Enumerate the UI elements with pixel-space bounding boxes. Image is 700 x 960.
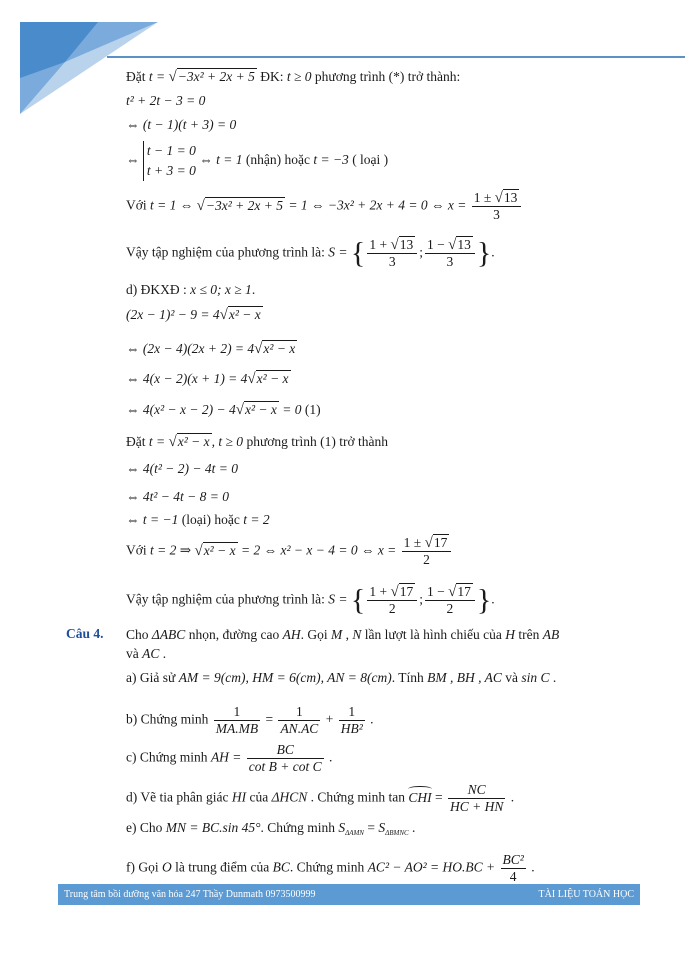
math: AC² − AO² = HO.BC + <box>367 859 499 875</box>
text: b) Chứng minh <box>126 711 212 727</box>
text: = <box>262 711 277 727</box>
text: f) Gọi <box>126 859 162 875</box>
denominator: 3 <box>388 254 396 269</box>
text: e) Cho <box>126 820 166 835</box>
footer-left-text: Trung tâm bồi dưỡng văn hóa 247 Thầy Dunmath 0973500999 <box>64 889 316 900</box>
radicand: 17 <box>433 535 448 550</box>
sqrt-expression: √x² − x <box>168 434 210 450</box>
part-d-solution-set <box>126 584 495 617</box>
q4-part-f <box>126 852 535 885</box>
text: d) ĐKXĐ : <box>126 282 191 297</box>
header-divider <box>107 56 685 58</box>
fraction: $\frac{1 + √13}{3}$ <box>367 237 417 270</box>
part-d-line-1 <box>126 281 255 299</box>
part-c-line-3: ⇔ (t − 1)(t + 3) = 0 <box>126 117 237 132</box>
math: S <box>338 820 346 835</box>
subscript: ΔBMNC <box>385 829 409 837</box>
text: . <box>549 670 557 685</box>
fraction: $\frac{1 + √17}{2}$ <box>367 584 417 617</box>
equiv-symbol: ⇔ <box>126 152 140 168</box>
part-c-line-1 <box>126 68 460 86</box>
q4-part-c <box>126 742 332 775</box>
text: 1 ± <box>473 190 495 205</box>
math: BC <box>272 859 290 875</box>
text: . Tính <box>391 670 428 685</box>
radicand: 17 <box>399 584 414 599</box>
text: . Chứng minh tan <box>307 789 409 805</box>
q4-part-e <box>126 819 415 842</box>
equiv-symbol: ⇔ <box>195 152 217 168</box>
text: lần lượt là hình chiếu của <box>361 627 506 642</box>
angle-math: CHI <box>408 789 432 805</box>
fraction <box>339 704 365 737</box>
math: ΔHCN <box>271 789 308 805</box>
text: . <box>366 711 374 727</box>
separator: ; <box>419 591 423 607</box>
text: 1 + <box>369 237 391 252</box>
math: ΔABC <box>151 627 186 642</box>
math: t = <box>148 434 169 449</box>
fraction: $\frac{1 \pm √17}{2}$ <box>402 535 452 568</box>
separator: ; <box>419 244 423 260</box>
radicand: −3x² + 2x + 5 <box>205 197 283 213</box>
sqrt-expression: √−3x² + 2x + 5 <box>168 69 255 85</box>
radicand: x² − x <box>177 434 210 449</box>
math: = 1 ⇔ −3x² + 2x + 4 = 0 ⇔ x = <box>285 197 470 213</box>
math: AM = 9(cm), HM = 6(cm), AN = 8(cm) <box>178 670 392 685</box>
math: ⇔ 4(x − 2)(x + 1) = 4 <box>126 371 248 386</box>
text: nhọn, đường cao <box>185 627 283 642</box>
left-brace: { <box>350 583 366 617</box>
text: Với <box>126 542 151 558</box>
sqrt-expression: √x² − x <box>247 371 289 387</box>
radicand: x² − x <box>244 402 277 417</box>
math: M <box>331 627 343 642</box>
text: . <box>251 282 256 297</box>
text: . <box>491 591 495 607</box>
math: AH = <box>210 749 245 765</box>
math: (2x − 1)² − 9 = 4 <box>126 307 220 322</box>
part-c-line-4 <box>126 141 388 181</box>
text: . <box>507 789 515 805</box>
radicand: 17 <box>457 584 471 599</box>
math: t = <box>148 69 169 84</box>
radicand: 13 <box>399 237 414 252</box>
text: . Gọi <box>300 627 332 642</box>
denominator: 2 <box>423 552 430 567</box>
denominator: HC + HN <box>449 799 504 814</box>
fraction <box>214 704 260 737</box>
text: phương trình (1) trở thành <box>243 434 389 449</box>
math: BM , BH , AC <box>427 670 502 685</box>
math: = 0 <box>278 402 302 417</box>
text: (nhận) hoặc <box>242 152 314 168</box>
radicand: x² − x <box>263 341 296 356</box>
q4-stem-line-1 <box>126 626 559 644</box>
text: . <box>408 820 416 835</box>
denominator: 2 <box>446 601 454 616</box>
fraction: $\frac{1 - √17}{2}$ <box>425 584 475 617</box>
text: d) Vẽ tia phân giác <box>126 789 232 805</box>
text: Vậy tập nghiệm của phương trình là: <box>126 591 329 607</box>
text: (loại) hoặc <box>178 512 244 527</box>
part-c-solution-set <box>126 237 495 270</box>
equation-system <box>143 141 196 181</box>
system-eq-1: t − 1 = 0 <box>146 143 196 158</box>
sqrt-expression: √x² − x <box>235 402 277 418</box>
denominator: 2 <box>388 601 396 616</box>
sqrt-expression: √x² − x <box>254 341 296 357</box>
fraction <box>247 742 324 775</box>
math: AC <box>142 646 160 661</box>
question-label: Câu 4. <box>66 626 104 641</box>
text: + <box>322 711 337 727</box>
numerator: NC <box>448 782 505 799</box>
text: a) Giả sử <box>126 670 179 685</box>
math: ⇔ (2x − 4)(2x + 2) = 4 <box>126 341 255 356</box>
denominator: 3 <box>446 254 454 269</box>
page-footer <box>58 884 640 905</box>
text: và <box>126 646 143 661</box>
text: Cho <box>126 627 152 642</box>
denominator: MA.MB <box>215 721 259 736</box>
denominator: HB² <box>340 721 363 736</box>
text: Đặt <box>126 434 149 449</box>
text: 1 − <box>426 237 449 252</box>
fraction <box>278 704 320 737</box>
part-d-line-4 <box>126 370 291 388</box>
text: 1 + <box>369 584 391 599</box>
radicand: x² − x <box>203 542 236 558</box>
math: S <box>378 820 386 835</box>
math: t = −3 <box>313 152 349 168</box>
numerator: BC <box>247 742 324 759</box>
text: . Chứng minh <box>289 859 368 875</box>
text: 1 − <box>426 584 449 599</box>
sqrt-expression: √x² − x <box>219 307 261 323</box>
text: của <box>246 789 272 805</box>
math: S = <box>328 244 351 260</box>
text: phương trình (*) trở thành: <box>311 69 461 84</box>
part-c-line-5 <box>126 190 523 223</box>
right-brace: } <box>476 583 492 617</box>
math: ⇔ t = −1 <box>126 512 179 527</box>
math: t = 1 <box>216 152 243 168</box>
fraction: $\frac{1 \pm √13}{3}$ <box>472 190 522 223</box>
q4-part-d <box>126 782 514 815</box>
math: O <box>162 859 172 875</box>
denominator: 4 <box>509 869 517 884</box>
math: t = 1 <box>150 197 177 213</box>
part-d-line-9 <box>126 511 270 529</box>
math: AH <box>282 627 301 642</box>
part-d-line-5 <box>126 401 321 419</box>
fraction: $\frac{1 - √13}{3}$ <box>425 237 475 270</box>
text: c) Chứng minh <box>126 749 211 765</box>
math: S = <box>328 591 351 607</box>
subscript: ΔAMN <box>345 829 364 837</box>
math: ⇔ 4(x² − x − 2) − 4 <box>126 402 236 417</box>
equation-tag: (1) <box>301 402 321 417</box>
fraction <box>501 852 526 885</box>
denominator: 3 <box>493 207 500 222</box>
text: . <box>325 749 333 765</box>
text: và <box>501 670 522 685</box>
text: , <box>342 627 353 642</box>
text: trên <box>514 627 543 642</box>
math: MN = BC.sin 45° <box>165 820 261 835</box>
right-brace: } <box>476 236 492 270</box>
sqrt-expression: √x² − x <box>194 542 236 559</box>
numerator: 1 <box>278 704 320 721</box>
numerator: BC² <box>502 852 524 867</box>
math: x ≤ 0; x ≥ 1 <box>190 282 252 297</box>
text: . Chứng minh <box>260 820 339 835</box>
part-d-line-8: ⇔ 4t² − 4t − 8 = 0 <box>126 489 230 504</box>
denominator: AN.AC <box>280 721 319 736</box>
text: = <box>431 789 446 805</box>
footer-right-text: TÀI LIỆU TOÁN HỌC <box>538 889 634 900</box>
sqrt-expression: √−3x² + 2x + 5 <box>196 197 283 214</box>
math: AB <box>542 627 560 642</box>
text: . <box>527 859 535 875</box>
text: 1 ± <box>403 535 425 550</box>
numerator: 1 <box>214 704 260 721</box>
radicand: 13 <box>503 190 518 205</box>
part-d-line-10 <box>126 535 453 568</box>
text: Đặt <box>126 69 149 84</box>
math: H <box>505 627 515 642</box>
text: . <box>491 244 495 260</box>
text: ( loại ) <box>348 152 389 168</box>
math: sin C <box>521 670 550 685</box>
radicand: x² − x <box>228 307 261 322</box>
math: t = 2 ⇒ <box>150 542 195 558</box>
math: = 2 ⇔ x² − x − 4 = 0 ⇔ x = <box>237 542 400 558</box>
text: Vậy tập nghiệm của phương trình là: <box>126 244 329 260</box>
math: HI <box>231 789 247 805</box>
left-brace: { <box>350 236 366 270</box>
fraction <box>448 782 505 815</box>
part-d-line-7: ⇔ 4(t² − 2) − 4t = 0 <box>126 461 238 476</box>
denominator: cot B + cot C <box>248 759 322 774</box>
part-c-line-2: t² + 2t − 3 = 0 <box>126 93 206 108</box>
math: t = 2 <box>243 512 270 527</box>
equiv-symbol: ⇔ <box>176 197 197 213</box>
text: Với <box>126 197 151 213</box>
system-eq-2: t + 3 = 0 <box>146 163 196 178</box>
math: N <box>352 627 362 642</box>
part-d-line-6 <box>126 433 388 451</box>
text: ĐK: <box>256 69 287 84</box>
radicand: −3x² + 2x + 5 <box>177 69 255 84</box>
text: = <box>363 820 379 835</box>
part-d-line-3 <box>126 340 297 358</box>
math: t ≥ 0 <box>286 69 312 84</box>
q4-stem-line-2 <box>126 645 166 663</box>
q4-part-b <box>126 704 374 737</box>
q4-part-a <box>126 669 556 687</box>
radicand: x² − x <box>256 371 289 386</box>
text: là trung điểm của <box>171 859 273 875</box>
part-d-line-2 <box>126 306 263 324</box>
text: . <box>159 646 167 661</box>
radicand: 13 <box>457 237 471 252</box>
numerator: 1 <box>339 704 365 721</box>
math: , t ≥ 0 <box>211 434 244 449</box>
